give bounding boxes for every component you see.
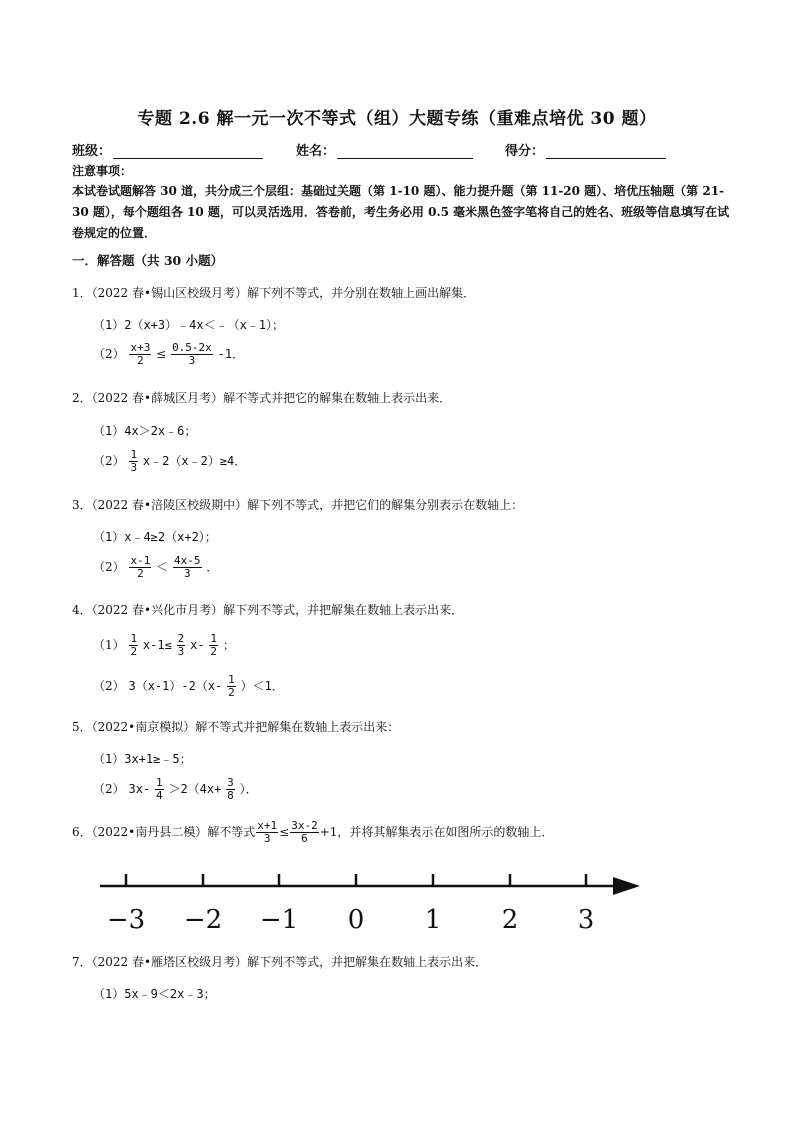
fraction bbox=[227, 674, 236, 699]
question-4-part-2 bbox=[93, 674, 284, 699]
tick-label: −3 bbox=[106, 905, 146, 935]
question-2-part-2 bbox=[93, 449, 246, 474]
question-7-stem: 7．（2022 春•雁塔区校级月考）解下列不等式，并把解集在数轴上表示出来． bbox=[72, 955, 488, 969]
denominator: 3 bbox=[130, 461, 138, 474]
fraction bbox=[173, 555, 202, 580]
fraction bbox=[171, 342, 213, 367]
numerator: 1 bbox=[130, 632, 138, 645]
operator: ≤ bbox=[279, 825, 290, 839]
tick-label: 1 bbox=[424, 905, 442, 935]
page-title: 专题 2.6 解一元一次不等式（组）大题专练（重难点培优 30 题） bbox=[137, 109, 657, 129]
question-5-stem: 5．（2022•南京模拟）解不等式并把解集在数轴上表示出来： bbox=[72, 720, 400, 734]
question-5-part-1: （1）3x+1≥﹣5； bbox=[93, 752, 192, 766]
expression-middle: x- bbox=[190, 638, 205, 652]
denominator: 3 bbox=[183, 567, 191, 580]
question-1-part-2 bbox=[93, 342, 244, 367]
operator: ＜ bbox=[156, 560, 169, 574]
question-1-part-1: （1）2（x+3）﹣4x＜﹣（x﹣1）； bbox=[93, 318, 285, 332]
fraction bbox=[129, 449, 138, 474]
fraction bbox=[226, 777, 235, 802]
denominator: 8 bbox=[227, 789, 234, 802]
notice-heading: 注意事项： bbox=[72, 164, 133, 178]
number-line bbox=[95, 868, 655, 948]
question-7-part-1: （1）5x﹣9＜2x﹣3； bbox=[93, 987, 216, 1001]
tick-label: 0 bbox=[347, 905, 365, 935]
expression-middle: x-1≤ bbox=[142, 638, 172, 652]
score-label: 得分： bbox=[505, 144, 545, 159]
stem-text: +1，并将其解集表示在如图所示的数轴上． bbox=[319, 825, 554, 839]
question-5-part-2 bbox=[93, 777, 258, 802]
denominator: 3 bbox=[263, 832, 271, 845]
numerator: 3x-2 bbox=[291, 819, 318, 832]
numerator: x+3 bbox=[130, 341, 151, 354]
section-heading: 一．解答题（共 30 小题） bbox=[72, 253, 224, 268]
question-2-stem: 2．（2022 春•薛城区月考）解不等式并把它的解集在数轴上表示出来． bbox=[72, 391, 452, 405]
denominator: 3 bbox=[177, 645, 185, 658]
name-field bbox=[296, 140, 473, 159]
score-field bbox=[505, 140, 666, 159]
fraction bbox=[129, 555, 151, 580]
expression-middle: 3（x-1）-2（x- bbox=[128, 679, 223, 693]
tick-label: 3 bbox=[577, 905, 595, 935]
name-label: 姓名： bbox=[296, 144, 336, 159]
operator: ≤ bbox=[156, 347, 167, 361]
expression-middle: 3x- bbox=[128, 782, 151, 796]
denominator: 3 bbox=[188, 354, 196, 367]
question-4-part-1 bbox=[93, 633, 235, 658]
class-blank bbox=[113, 144, 263, 159]
fraction bbox=[129, 633, 138, 658]
fraction bbox=[290, 820, 319, 845]
fraction bbox=[155, 777, 164, 802]
fraction bbox=[177, 633, 186, 658]
denominator: 2 bbox=[137, 567, 144, 580]
tick-label: −1 bbox=[259, 905, 299, 935]
part-label: （1） bbox=[93, 638, 125, 652]
question-2-part-1: （1）4x＞2x﹣6； bbox=[93, 424, 197, 438]
question-6-stem bbox=[72, 820, 553, 845]
question-4-stem: 4．（2022 春•兴化市月考）解下列不等式，并把解集在数轴上表示出来． bbox=[72, 603, 464, 617]
stem-text: 6．（2022•南丹县二模）解不等式 bbox=[72, 825, 256, 839]
expression-middle: ＞2（4x+ bbox=[168, 782, 222, 796]
numerator: 2 bbox=[177, 632, 185, 645]
numerator: 3 bbox=[227, 776, 234, 789]
notice-body: 本试卷试题解答 30 道，共分成三个层组：基础过关题（第 1-10 题）、能力提升题（第 11-20 题）、培优压轴题（第 21-30 题），每个题组各 10 题，可以灵活选用．答卷前，考生务必用 0.5 毫米黑色签字笔将自己的姓名、班级等信息填写在试卷规定的位置． bbox=[72, 184, 730, 240]
tick-label: −2 bbox=[183, 905, 223, 935]
fraction bbox=[209, 633, 218, 658]
expression-tail: x﹣2（x﹣2）≥4． bbox=[142, 454, 247, 468]
expression-tail: ． bbox=[206, 560, 219, 574]
denominator: 4 bbox=[155, 789, 163, 802]
question-1-stem: 1．（2022 春•锡山区校级月考）解下列不等式，并分别在数轴上画出解集． bbox=[72, 286, 476, 300]
fraction bbox=[129, 342, 151, 367]
denominator: 2 bbox=[137, 354, 144, 367]
numerator: 0.5-2x bbox=[172, 341, 212, 354]
numerator: x+1 bbox=[257, 819, 278, 832]
tick-label: 2 bbox=[501, 905, 519, 935]
part-label: （2） bbox=[93, 454, 125, 468]
part-label: （2） bbox=[93, 347, 125, 361]
class-label: 班级： bbox=[72, 144, 112, 159]
name-blank bbox=[337, 144, 473, 159]
expression-tail: -1． bbox=[217, 347, 245, 361]
numerator: 4x-5 bbox=[174, 554, 201, 567]
score-blank bbox=[546, 144, 666, 159]
denominator: 2 bbox=[130, 645, 138, 658]
part-label: （2） bbox=[93, 679, 125, 693]
number-line-arrow bbox=[613, 877, 640, 895]
expression-tail: ）． bbox=[239, 782, 258, 796]
expression-tail: ）＜1． bbox=[240, 679, 284, 693]
fraction bbox=[256, 820, 278, 845]
numerator: x-1 bbox=[130, 554, 151, 567]
class-field bbox=[72, 140, 263, 159]
denominator: 2 bbox=[228, 686, 235, 699]
numerator: 1 bbox=[155, 776, 163, 789]
question-3-stem: 3．（2022 春•涪陵区校级期中）解下列不等式，并把它们的解集分别表示在数轴上： bbox=[72, 498, 524, 512]
question-3-part-1: （1）x﹣4≥2（x+2）； bbox=[93, 530, 217, 544]
denominator: 6 bbox=[301, 832, 308, 845]
part-label: （2） bbox=[93, 782, 125, 796]
expression-tail: ； bbox=[222, 638, 235, 652]
part-label: （2） bbox=[93, 560, 125, 574]
denominator: 2 bbox=[210, 645, 218, 658]
numerator: 1 bbox=[228, 673, 235, 686]
numerator: 1 bbox=[210, 632, 218, 645]
numerator: 1 bbox=[130, 448, 138, 461]
question-3-part-2 bbox=[93, 555, 218, 580]
